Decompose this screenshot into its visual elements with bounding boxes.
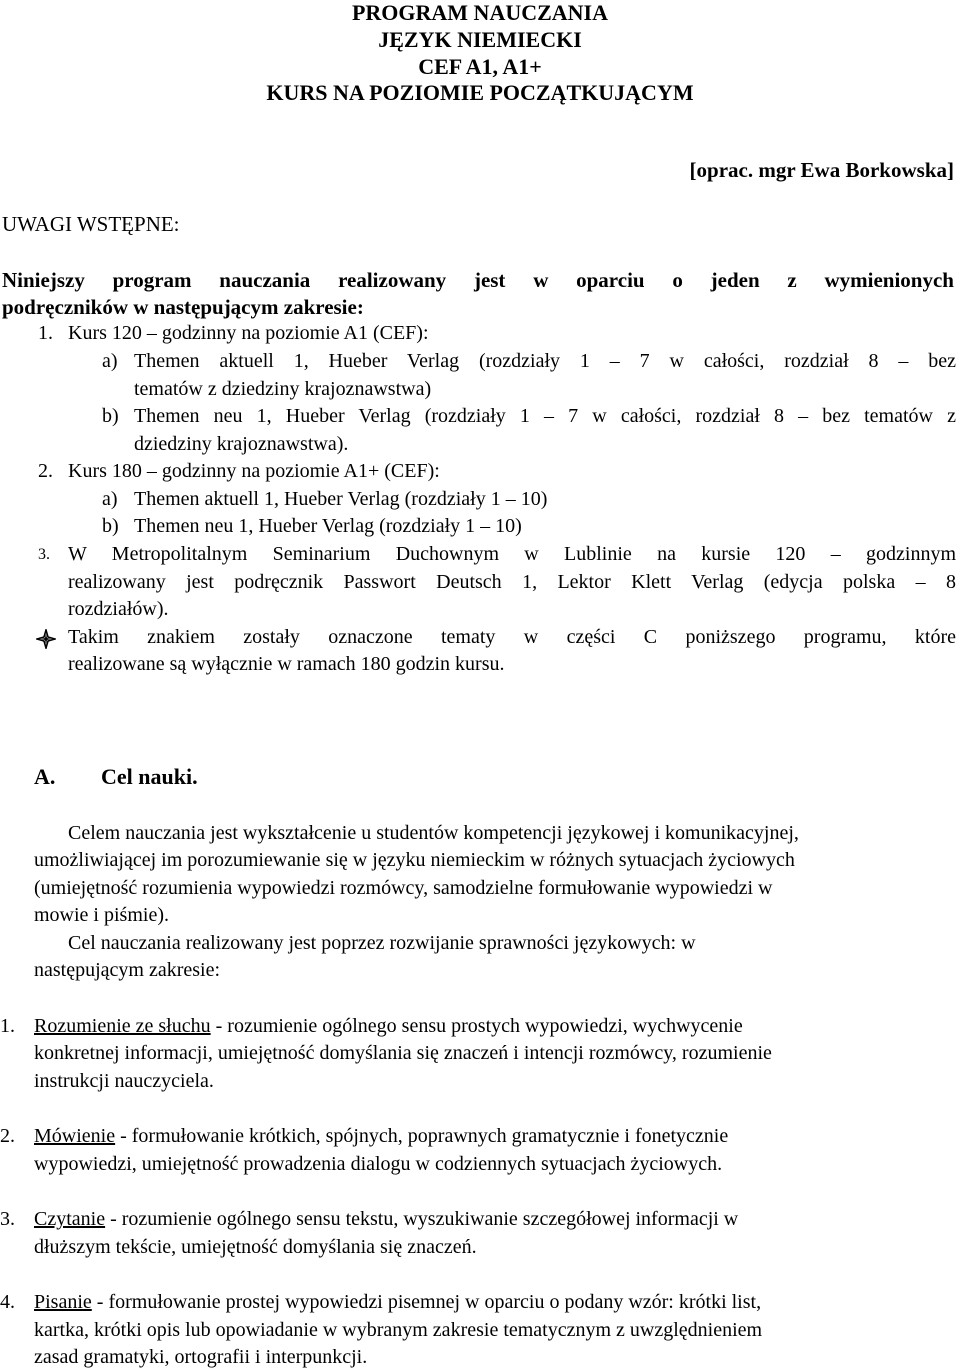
sub-item-text: Themen neu 1, Hueber Verlag (rozdziały 1 – 10) — [134, 515, 522, 537]
list-item-text-cont: rozdziałów). — [68, 598, 169, 620]
list-item-text: Kurs 180 – godzinny na poziomie A1+ (CEF): — [68, 460, 440, 482]
intro-paragraph-line-1: Niniejszy program nauczania realizowany jest w oparciu o jeden z wymienionych — [2, 268, 954, 292]
skill-line — [34, 1291, 761, 1314]
skill-term: Pisanie — [34, 1291, 92, 1313]
paragraph-line: umożliwiającej im porozumiewanie się w języku niemieckim w różnych sytuacjach życiowych — [34, 849, 795, 871]
sub-item-text: Themen aktuell 1, Hueber Verlag (rozdziały 1 – 10) — [134, 488, 548, 510]
paragraph-line: mowie i piśmie). — [34, 904, 169, 926]
list-item-text-cont: realizowany jest podręcznik Passwort Deutsch 1, Lektor Klett Verlag (edycja polska – 8 — [68, 571, 956, 593]
note-text-cont: realizowane są wyłącznie w ramach 180 godzin kursu. — [68, 653, 505, 675]
sub-item-letter: b) — [102, 405, 119, 427]
author-credit: [oprac. mgr Ewa Borkowska] — [689, 158, 954, 182]
title-line-4: KURS NA POZIOMIE POCZĄTKUJĄCYM — [266, 80, 694, 105]
sub-item-text-cont: dziedziny krajoznawstwa). — [134, 433, 349, 455]
title-line-3: CEF A1, A1+ — [418, 54, 542, 79]
skill-number: 2. — [0, 1125, 15, 1147]
diamond-bullet-icon — [36, 629, 56, 649]
skill-description: - rozumienie ogólnego sensu tekstu, wyszukiwanie szczegółowej informacji w — [105, 1208, 739, 1230]
intro-heading: UWAGI WSTĘPNE: — [2, 212, 180, 236]
title-line-2: JĘZYK NIEMIECKI — [378, 27, 582, 52]
list-item-text: Kurs 120 – godzinny na poziomie A1 (CEF): — [68, 322, 429, 344]
list-item-number: 2. — [38, 460, 53, 482]
skill-number: 3. — [0, 1208, 15, 1230]
sub-item-text: Themen neu 1, Hueber Verlag (rozdziały 1 – 7 w całości, rozdział 8 – bez tematów z — [134, 405, 956, 427]
title-line-1: PROGRAM NAUCZANIA — [351, 0, 609, 25]
skill-number: 1. — [0, 1015, 15, 1037]
section-title: Cel nauki. — [101, 764, 198, 789]
sub-item-text-cont: tematów z dziedziny krajoznawstwa) — [134, 378, 432, 400]
section-letter: A. — [34, 764, 56, 789]
skill-number: 4. — [0, 1291, 15, 1313]
list-item-number: 3. — [38, 546, 50, 563]
intro-paragraph-line-2: podręczników w następującym zakresie: — [2, 295, 364, 319]
skill-line — [34, 1125, 728, 1148]
skill-term: Rozumienie ze słuchu — [34, 1015, 211, 1037]
skill-description: - formułowanie krótkich, spójnych, poprawnych gramatycznie i fonetycznie — [115, 1125, 729, 1147]
sub-item-letter: a) — [102, 350, 118, 372]
skill-line-cont: zasad gramatyki, ortografii i interpunkcji. — [34, 1346, 368, 1368]
list-item-text: W Metropolitalnym Seminarium Duchownym w Lublinie na kursie 120 – godzinnym — [68, 543, 956, 565]
paragraph-line: następującym zakresie: — [34, 959, 221, 981]
note-text: Takim znakiem zostały oznaczone tematy w części C poniższego programu, które — [68, 626, 956, 648]
skill-description: - rozumienie ogólnego sensu prostych wypowiedzi, wychwycenie — [210, 1015, 743, 1037]
skill-term: Czytanie — [34, 1208, 106, 1230]
paragraph-line: Celem nauczania jest wykształcenie u studentów kompetencji językowej i komunikacyjnej, — [68, 822, 799, 844]
skill-term: Mówienie — [34, 1125, 116, 1147]
skill-line-cont: kartka, krótki opis lub opowiadanie w wybranym zakresie tematycznym z uwzględnieniem — [34, 1319, 763, 1341]
skill-line-cont: konkretnej informacji, umiejętność domyślania się znaczeń i intencji rozmówcy, rozumienie — [34, 1042, 772, 1064]
sub-item-letter: b) — [102, 515, 119, 537]
skill-line-cont: dłuższym tekście, umiejętność domyślania się znaczeń. — [34, 1236, 477, 1258]
list-item-number: 1. — [38, 322, 53, 344]
paragraph-line: (umiejętność rozumienia wypowiedzi rozmówcy, samodzielne formułowanie wypowiedzi w — [34, 877, 773, 899]
sub-item-text: Themen aktuell 1, Hueber Verlag (rozdziały 1 – 7 w całości, rozdział 8 – bez — [134, 350, 956, 372]
skill-line-cont: wypowiedzi, umiejętność prowadzenia dialogu w codziennych sytuacjach życiowych. — [34, 1153, 723, 1175]
skill-line — [34, 1208, 738, 1231]
skill-description: - formułowanie prostej wypowiedzi pisemnej w oparciu o podany wzór: krótki list, — [91, 1291, 762, 1313]
paragraph-line: Cel nauczania realizowany jest poprzez rozwijanie sprawności językowych: w — [68, 932, 696, 954]
skill-line-cont: instrukcji nauczyciela. — [34, 1070, 214, 1092]
sub-item-letter: a) — [102, 488, 118, 510]
skill-line — [34, 1015, 743, 1038]
